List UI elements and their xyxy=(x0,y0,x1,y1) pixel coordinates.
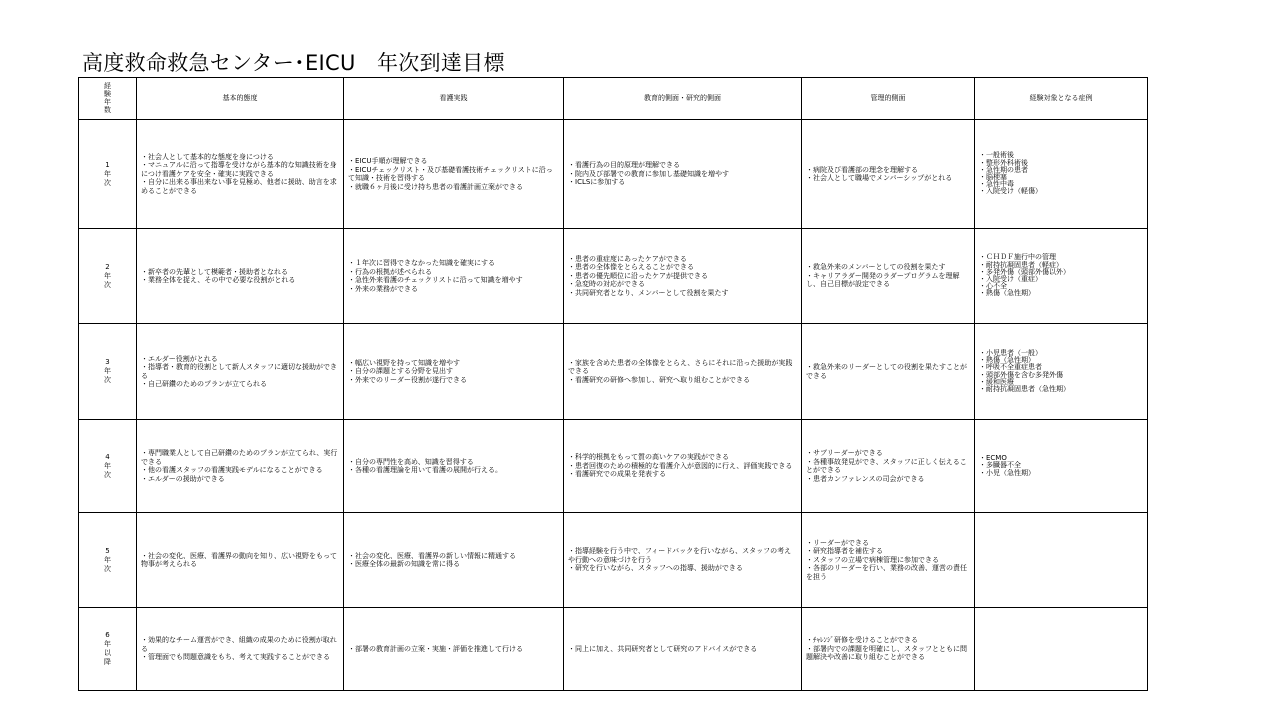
year-cell: 5年次 xyxy=(79,513,137,608)
cases-cell: ・ECMO ・多臓器不全 ・小児（急性期） xyxy=(975,420,1148,513)
table-row xyxy=(79,608,1148,691)
education-research-cell: ・指導経験を行う中で、フィードバックを行いながら、スタッフの考えや行動への意味づけを行う ・研究を行いながら、スタッフへの指導、援助ができる xyxy=(564,513,802,608)
nursing-practice-cell: ・EICU手順が理解できる ・EICUチェックリスト・及び基礎看護技術チェックリストに沿って知識・技術を習得する ・就職６ヶ月後に受け持ち患者の看護計画立案ができる xyxy=(344,120,564,229)
management-cell: ・リーダーができる ・研究指導者を補佐する ・スタッフの立場で病棟管理に参加できる ・各部のリーダーを行い、業務の改善、運営の責任を担う xyxy=(802,513,975,608)
year-cell: 3年次 xyxy=(79,324,137,420)
cases-cell: ・ＣＨＤＦ施行中の管理 ・耐持抗凝固患者（軽症） ・多発外傷（頭部外傷以外） ・入院受け（重症） ・心不全 ・熱傷（急性期） xyxy=(975,229,1148,324)
page-title: 高度救命救急センター･EICU 年次到達目標 xyxy=(82,51,505,75)
year-cell: 2年次 xyxy=(79,229,137,324)
year-cell: 6年以降 xyxy=(79,608,137,691)
table-row xyxy=(79,420,1148,513)
basic-attitude-cell: ・効果的なチーム運営ができ、組織の成果のために役割が取れる ・管理面でも問題意識をもち、考えて実践することができる xyxy=(137,608,344,691)
nursing-practice-cell: ・１年次に習得できなかった知識を確実にする ・行為の根拠が述べられる ・急性外来看護のチェックリストに沿って知識を増やす ・外来の業務ができる xyxy=(344,229,564,324)
education-research-cell: ・患者の重症度にあったケアができる ・患者の全体像をとらえることができる ・患者の優先順位に沿ったケアが提供できる ・急変時の対応ができる ・共同研究者となり、メンバーとして役割を果たす xyxy=(564,229,802,324)
header-basic-attitude: 基本的態度 xyxy=(137,78,344,120)
management-cell: ・ﾁｬﾚﾝｼﾞ研修を受けることができる ・部署内での課題を明確にし、スタッフとともに問題解決や改善に取り組むことができる xyxy=(802,608,975,691)
education-research-cell: ・科学的根拠をもって質の高いケアの実践ができる ・患者回復のための積極的な看護介入が意図的に行え、評価実践できる ・看護研究での成果を発表する xyxy=(564,420,802,513)
management-cell: ・病院及び看護部の理念を理解する ・社会人として職場でメンバーシップがとれる xyxy=(802,120,975,229)
basic-attitude-cell: ・専門職業人として自己研鑽のためのプランが立てられ、実行できる ・他の看護スタッフの看護実践モデルになることができる ・エルダーの援助ができる xyxy=(137,420,344,513)
header-education-research: 教育的側面・研究的側面 xyxy=(564,78,802,120)
basic-attitude-cell: ・社会の変化、医療、看護界の動向を知り、広い視野をもって物事が考えられる xyxy=(137,513,344,608)
header-management: 管理的側面 xyxy=(802,78,975,120)
nursing-practice-cell: ・自分の専門性を高め、知識を習得する ・各種の看護理論を用いて看護の展開が行える。 xyxy=(344,420,564,513)
header-cases: 経験対象となる症例 xyxy=(975,78,1148,120)
cases-cell xyxy=(975,608,1148,691)
annual-goals-table xyxy=(78,77,1148,691)
table-row xyxy=(79,120,1148,229)
education-research-cell: ・同上に加え、共同研究者として研究のアドバイスができる xyxy=(564,608,802,691)
table-row xyxy=(79,229,1148,324)
basic-attitude-cell: ・新卒者の先輩として模範者・援助者となれる ・業務全体を捉え、その中で必要な役割がとれる xyxy=(137,229,344,324)
nursing-practice-cell: ・部署の教育計画の立案・実施・評価を推進して行ける xyxy=(344,608,564,691)
cases-cell xyxy=(975,513,1148,608)
nursing-practice-cell: ・社会の変化、医療、看護界の新しい情報に精通する ・医療全体の最新の知識を常に得る xyxy=(344,513,564,608)
management-cell: ・サブリーダーができる ・各種事故発見ができ、スタッフに正しく伝えることができる ・患者カンファレンスの司会ができる xyxy=(802,420,975,513)
basic-attitude-cell: ・社会人として基本的な態度を身につける ・マニュアルに沿って指導を受けながら基本的な知識技術を身につけ看護ケアを安全・確実に実践できる ・自分に出来る事出来ない事を見極め、他者に援助、助言を求めることができる xyxy=(137,120,344,229)
education-research-cell: ・家族を含めた患者の全体像をとらえ、さらにそれに沿った援助が実践できる ・看護研究の研修へ参加し、研究へ取り組むことができる xyxy=(564,324,802,420)
header-year: 経験年数 xyxy=(79,78,137,120)
table-header-row xyxy=(79,78,1148,120)
nursing-practice-cell: ・幅広い視野を持って知識を増やす ・自分の課題とする分野を見出す ・外来でのリーダー役割が遂行できる xyxy=(344,324,564,420)
education-research-cell: ・看護行為の目的原理が理解できる ・院内及び部署での教育に参加し基礎知識を増やす ・ICLSに参加する xyxy=(564,120,802,229)
table-row xyxy=(79,324,1148,420)
cases-cell: ・一般術後 ・整形外科術後 ・急性期の患者 ・脳梗塞 ・急性中毒 ・入院受け（軽傷） xyxy=(975,120,1148,229)
year-cell: 1年次 xyxy=(79,120,137,229)
table-row xyxy=(79,513,1148,608)
cases-cell: ・小児患者（一般） ・熱傷（急性期） ・呼吸不全重症患者 ・頭部外傷を含む多発外傷 ・緩和医療 ・耐持抗凝固患者（急性期） xyxy=(975,324,1148,420)
basic-attitude-cell: ・エルダー役割がとれる ・指導者・教育的役割として新人スタッフに適切な援助ができる ・自己研鑽のためのプランが立てられる xyxy=(137,324,344,420)
year-cell: 4年次 xyxy=(79,420,137,513)
management-cell: ・救急外来のリーダーとしての役割を果たすことができる xyxy=(802,324,975,420)
header-nursing-practice: 看護実践 xyxy=(344,78,564,120)
management-cell: ・救急外来のメンバーとしての役割を果たす ・キャリアラダー開発のラダープログラムを理解し、自己目標が設定できる xyxy=(802,229,975,324)
